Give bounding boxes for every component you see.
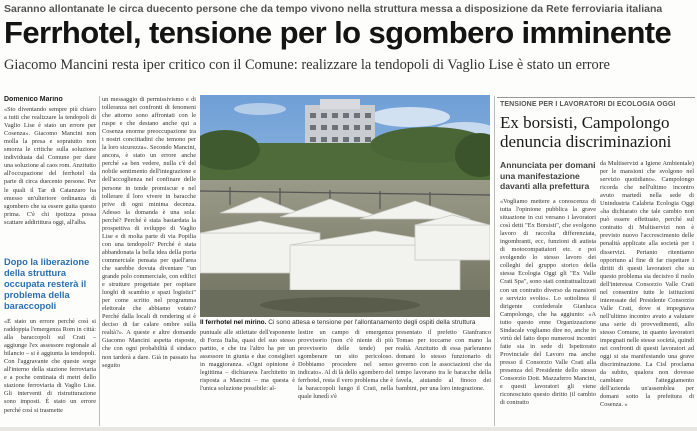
article-column-4-text: lestire un campo di emergenza provvisorio (non c'è niente di più provvisorio delle tende) per sgomberare un sito pericoloso. Dobbiamo procedere nel senso indicato». Al di là dello sgombero del ferrhotel, resta il vero problema che è la baraccopoli lungo il Crati, nella quale lunedì s'è (298, 329, 393, 401)
sidebar-column-2 (600, 160, 694, 426)
article-column-1b (4, 318, 96, 426)
sidebar-top-rule (497, 97, 695, 98)
article-column-1 (4, 96, 96, 251)
article-column-5 (396, 329, 491, 426)
photo-caption-text: Ci sono attesa e tensione per l'allontanamento degli ospiti della struttura (266, 319, 476, 326)
article-subhead: Giacomo Mancini resta iper critico con il Comune: realizzare la tendopoli di Vaglio Lise è stato un errore (4, 57, 610, 73)
ferrhotel-photo (200, 95, 490, 317)
page-footer-strip (0, 427, 697, 431)
article-kicker: Saranno allontanate le circa duecento persone che da tempo vivono nella struttura messa a disposizione da Rete ferroviaria italiana (4, 3, 663, 15)
article-column-5-text: presentato il prefetto Gianfranco Tomao per toccarne con mano la realtà. Anzitutto di essa parleranno domani lo stesso funzionario di governo con le associazioni che da tempo lavorano tra le baracche della favela, aiutando al finoco dei bambini, per una loro integrazione. (396, 329, 491, 393)
photo-caption (200, 319, 492, 326)
sidebar-tag: TENSIONE PER I LAVORATORI DI ECOLOGIA OGGI (500, 101, 676, 108)
sidebar-column-2-text: da Multiservizi a Igiene Ambientale) per le mansioni che svolgono nel servizio quotidiano». Campolongo ricorda che nell'ultimo incontro avuto martedì nella sede di Unindustria Calabria Ecologia Oggi «ha dichiarato che tale cambio non può essere effettuato, perché sul contratto di Multiservizi non è previsto nuovo l'accrescimento delle penalità applicate alla società per i disservizi. Pertanto ritentiamo opportuno al fine di far rispettare i diritti di questi lavoratori che su questo problema sia decisivo il ruolo dell'interessa Consorzio Valle Crati nel consentire tutte le istituzioni interessate del Presidente Consorzio Valle Crati, dove si impegnava nell'ultimo incontro avuto a valutare una serie di provvedimenti, allo stesso Comune, in quanto lavoratori impegnati nelle stesse società, quindi nei confronti di questi lavoratori ad oggi si sta manifestando una grave discriminazione. La Cisl proclama da subito, qualora non dovesse cambiare l'atteggiamento dell'azienda un'assemblea per domani sotto la prefettura di Cosenza. » (600, 160, 694, 409)
article-headline: Ferrhotel, tensione per lo sgombero imminente (4, 15, 672, 50)
article-column-2 (102, 96, 196, 426)
sidebar-column-1 (500, 198, 596, 426)
article-column-1-text: «Sto diventando sempre più chiaro a tutti che realizzare la tendopoli di Vaglio Lise è stato un errore per Cosenza». Giacomo Mancini non molla la presa e sopratutto non smorza le critiche sulla soluzione individuata dal Comune per dare una soluzione al caos rom. Anzitutto all'occupazione del ferrhotel da parte di circa duecento persone. Per le quali il Tar di Catanzaro ha emesso un'ulteriore ordinanza di sgombero che sa essere guita questo prima. C'è chi ipotizza possa scattare addirittura oggi, all'alba. (4, 106, 96, 226)
article-column-3-text: puntuale alle stilettate dell'esponente di Forza Italia, quasi del suo stesso partito, e che tra l'altro ha per un assessore in giunta e due consiglieri in maggioranza. «Ogni opinione è legittima – dichiarava l'architetto in risposta a Mancini – ma questa è l'unica soluzione possibile: al- (200, 329, 295, 393)
article-column-3 (200, 329, 295, 426)
sidebar-column-1-text: «Vogliamo mettere a conoscenza di tutta l'opinione pubblica la grave situazione in cui versano i lavoratori così detti "Ex Borsisti", che svolgono lavoro di raccolta differenziata, ingombranti, ecc, funzioni di autista di motocompattatori etc. e poi svolgendo lo stesso lavoro dei colleghi del gruppo storico della stessa Ecologia Oggi gli "Ex Valle Crati Spa", sono stati contrattualizzati con un contratto diverso da mansioni e servizio svolto». Lo sottolinea il dirigente confederale Gianluca Campolongo, che ha aggiunto: «A tutto questo enne Organizzazione Sindacale vogliamo dire no, anche in virtù del fatto dopo numerosi incontri fatte sia in sede di Ispettorato Provinciale del Lavoro ma anche presso il Consorzio Valle Crati alla presenza del Presidente dello stesso Consorzio Dott. Mazzaferro Mancini, e questi lavoratori gli viene riconosciuto questo diritto (il cambio di contratto (500, 198, 596, 407)
sidebar-subhead: Annunciata per domani una manifestazione davanti alla prefettura (500, 160, 596, 191)
article-side-headline: Dopo la liberazione della struttura occupata resterà il problema della baraccopoli (4, 257, 90, 311)
sidebar-headline: Ex borsisti, Campolongo denuncia discriminazioni (500, 113, 672, 151)
sidebar-divider (494, 96, 495, 426)
article-column-1b-text: «È stato un errore perché così si raddoppia l'emergenza Rom in città: alla baraccopoli sul Crati – aggiunge l'ex assessore regionale al bilancio – si è aggiunta la tendopoli. Con l'aggravante che queste sorge all'interno della stazione ferroviaria e a poche centinaia di metri dello stazione ferroviaria di Vaglio Lise. Gli interventi di ristrutturazione sono imposti. È stato un errore perché così si trasmette (4, 318, 96, 414)
article-byline: Domenico Marino (4, 96, 63, 103)
photo-caption-bold: Il ferrhotel nel mirino. (200, 319, 267, 326)
article-column-4 (298, 329, 393, 426)
column-divider (99, 96, 100, 426)
article-column-2-text: un messaggio di permissivismo e di tolleranza nei confronti di fenomeni che attorno sono affrontati con le ruspe e che destano anche qui a Cosenza enorme preoccupazione tra i nostri concittadini che temono per la loro sicurezza». Secondo Mancini, ancora, è stato un errore anche perché «a ben vedere, nulla c'è del nobile sentimento dell'integrazione e dell'accoglienza nel confinare delle persone in tende promiscue e nel tollerare il loro vivere in baracche prive di ogni minima decenza. Adesso la domanda è una sola: perché? Perché è stata bastardata la prospettiva di sviluppo di Vaglio Lise e di molta parte di via Popilia con una tendopoli? Perché è stata abbandonata la bella idea della porta commerciale pensata per quell'area che sarebbe dovuta diventare "un grande polo commerciale, con edifici e strutture progettate per ospitare luoghi di scambio e spazi logistici" per come scritto nel programma elettorale che abbiamo votato? Perché dalla locali di rendering si è deciso di far calare ombre sulla realtà?». A queste e altre domande Giacomo Mancini aspetta risposte, che con ogni probabilità il sindaco non tarderà a dare. Già in passato ha seguito (102, 96, 196, 369)
